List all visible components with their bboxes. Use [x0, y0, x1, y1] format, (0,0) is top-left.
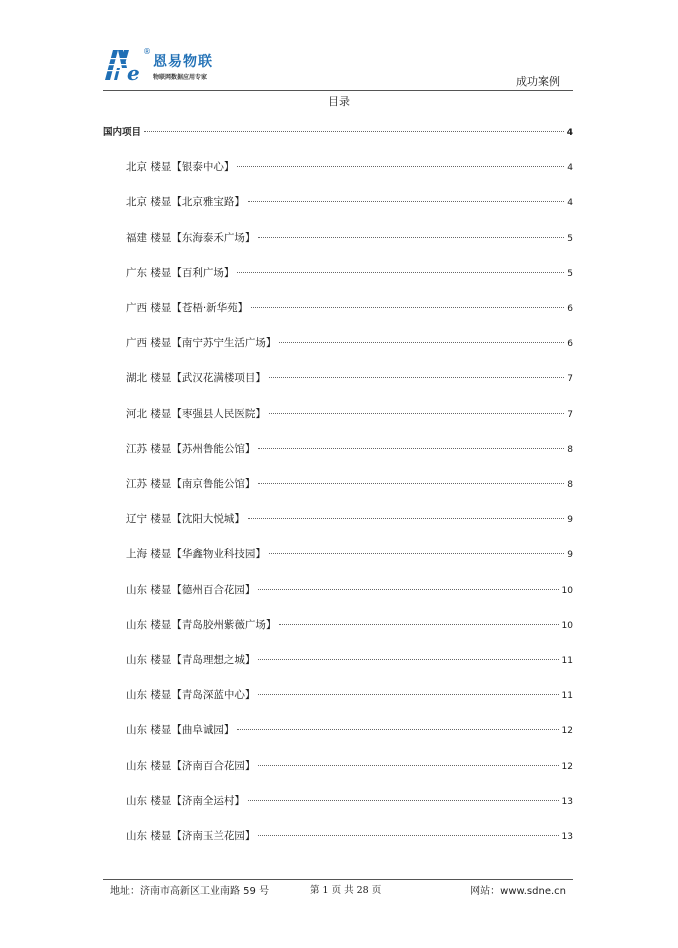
toc-entry-label: 山东 楼显【济南百合花园】 [126, 759, 256, 772]
toc-entry-label: 山东 楼显【济南玉兰花园】 [126, 830, 256, 842]
toc-section-entry[interactable] [103, 124, 573, 138]
toc-entry[interactable] [126, 406, 573, 420]
toc-leader-dots [258, 835, 558, 836]
toc-entry[interactable] [126, 370, 573, 384]
toc-entry[interactable] [126, 476, 573, 490]
toc-entry[interactable] [126, 194, 573, 208]
toc-entry[interactable] [126, 441, 573, 455]
toc-leader-dots [144, 131, 564, 132]
toc-entry-page: 12 [561, 726, 573, 737]
toc-entry-label: 上海 楼显【华鑫物业科技园】 [126, 548, 266, 561]
toc-entry-label: 广东 楼显【百利广场】 [126, 266, 235, 279]
toc-entry-page: 12 [561, 761, 573, 772]
header-section-title: 成功案例 [516, 75, 560, 88]
toc-entry[interactable] [126, 300, 573, 314]
toc-entry[interactable] [126, 582, 573, 596]
toc-entry[interactable] [126, 511, 573, 525]
toc-entry-page: 9 [567, 515, 573, 526]
toc-entry-label: 北京 楼显【北京雅宝路】 [126, 196, 245, 209]
toc-entry-page: 4 [566, 128, 573, 138]
toc-entry-page: 6 [567, 304, 573, 314]
header-divider [103, 90, 573, 91]
company-logo [103, 46, 243, 86]
toc-leader-dots [279, 342, 564, 343]
svg-text:e: e [127, 61, 140, 84]
toc-entry-page: 8 [567, 480, 573, 490]
toc-entry[interactable] [126, 230, 573, 244]
toc-entry[interactable] [126, 265, 573, 279]
toc-entry-page: 8 [567, 444, 573, 455]
brand-name: 恩易物联 [153, 54, 213, 70]
toc-entry-page: 13 [561, 832, 573, 842]
toc-entry[interactable] [126, 617, 573, 631]
toc-entry-label: 河北 楼显【枣强县人民医院】 [126, 407, 266, 420]
toc-leader-dots [248, 800, 559, 801]
toc-entry-page: 10 [561, 620, 573, 631]
toc-entry-label: 山东 楼显【济南全运村】 [126, 794, 245, 807]
toc-entry-label: 广西 楼显【苍梧·新华苑】 [126, 302, 249, 314]
toc-entry-label: 辽宁 楼显【沈阳大悦城】 [126, 513, 245, 526]
toc-entry[interactable] [126, 159, 573, 173]
toc-entry-page: 11 [561, 691, 573, 702]
toc-entry-label: 山东 楼显【青岛深蓝中心】 [126, 689, 256, 702]
toc-entry[interactable] [126, 758, 573, 772]
toc-leader-dots [258, 483, 564, 484]
toc-entry-page: 4 [567, 198, 573, 209]
toc-entry-label: 北京 楼显【银泰中心】 [126, 161, 235, 174]
registered-mark: ® [143, 47, 151, 56]
toc-entry-page: 13 [561, 796, 573, 807]
toc-entry[interactable] [126, 687, 573, 701]
toc-entry-label: 山东 楼显【青岛理想之城】 [126, 654, 256, 666]
toc-entry[interactable] [126, 335, 573, 349]
toc-leader-dots [248, 201, 564, 202]
toc-entry-label: 国内项目 [103, 127, 142, 138]
toc-entry-label: 江苏 楼显【苏州鲁能公馆】 [126, 442, 256, 455]
toc-leader-dots [258, 589, 558, 590]
toc-entry[interactable] [126, 652, 573, 666]
toc-leader-dots [258, 659, 558, 660]
toc-entry-label: 福建 楼显【东海泰禾广场】 [126, 231, 256, 244]
toc-entry-page: 11 [561, 656, 573, 666]
toc-entry-page: 7 [567, 409, 573, 420]
toc-entry-label: 山东 楼显【德州百合花园】 [126, 583, 256, 596]
toc-entry-label: 广西 楼显【南宁苏宁生活广场】 [126, 337, 277, 350]
toc-title: 目录 [328, 95, 350, 108]
toc-leader-dots [269, 377, 564, 378]
toc-entry[interactable] [126, 793, 573, 807]
toc-leader-dots [258, 448, 564, 449]
footer-page-info: 第 1 页 共 28 页 [310, 885, 382, 896]
toc-entry-page: 10 [561, 585, 573, 596]
footer-website[interactable]: 网站：www.sdne.cn [470, 886, 566, 897]
toc-leader-dots [248, 518, 564, 519]
toc-entry-page: 7 [567, 374, 573, 385]
toc-entry[interactable] [126, 722, 573, 736]
footer-address: 地址：济南市高新区工业南路 59 号 [110, 886, 270, 897]
toc-leader-dots [237, 166, 564, 167]
toc-leader-dots [269, 553, 564, 554]
toc-leader-dots [237, 272, 564, 273]
footer-divider [103, 879, 573, 880]
toc-leader-dots [251, 307, 564, 308]
toc-entry-page: 5 [567, 268, 573, 279]
toc-entry-page: 6 [567, 339, 573, 350]
toc-entry-label: 山东 楼显【青岛胶州紫薇广场】 [126, 618, 277, 631]
toc-entry[interactable] [126, 828, 573, 842]
toc-leader-dots [269, 413, 564, 414]
toc-entry-label: 湖北 楼显【武汉花满楼项目】 [126, 372, 266, 385]
toc-leader-dots [258, 237, 564, 238]
toc-entry[interactable] [126, 546, 573, 560]
toc-entry-label: 山东 楼显【曲阜诚园】 [126, 724, 235, 737]
toc-leader-dots [237, 729, 558, 730]
toc-leader-dots [258, 765, 558, 766]
toc-leader-dots [279, 624, 558, 625]
toc-entry-page: 5 [567, 233, 573, 244]
toc-leader-dots [258, 694, 558, 695]
toc-entry-page: 9 [567, 550, 573, 561]
brand-tagline: 物联网数据应用专家 [153, 74, 208, 81]
toc-entry-label: 江苏 楼显【南京鲁能公馆】 [126, 478, 256, 490]
toc-entry-page: 4 [567, 163, 573, 174]
